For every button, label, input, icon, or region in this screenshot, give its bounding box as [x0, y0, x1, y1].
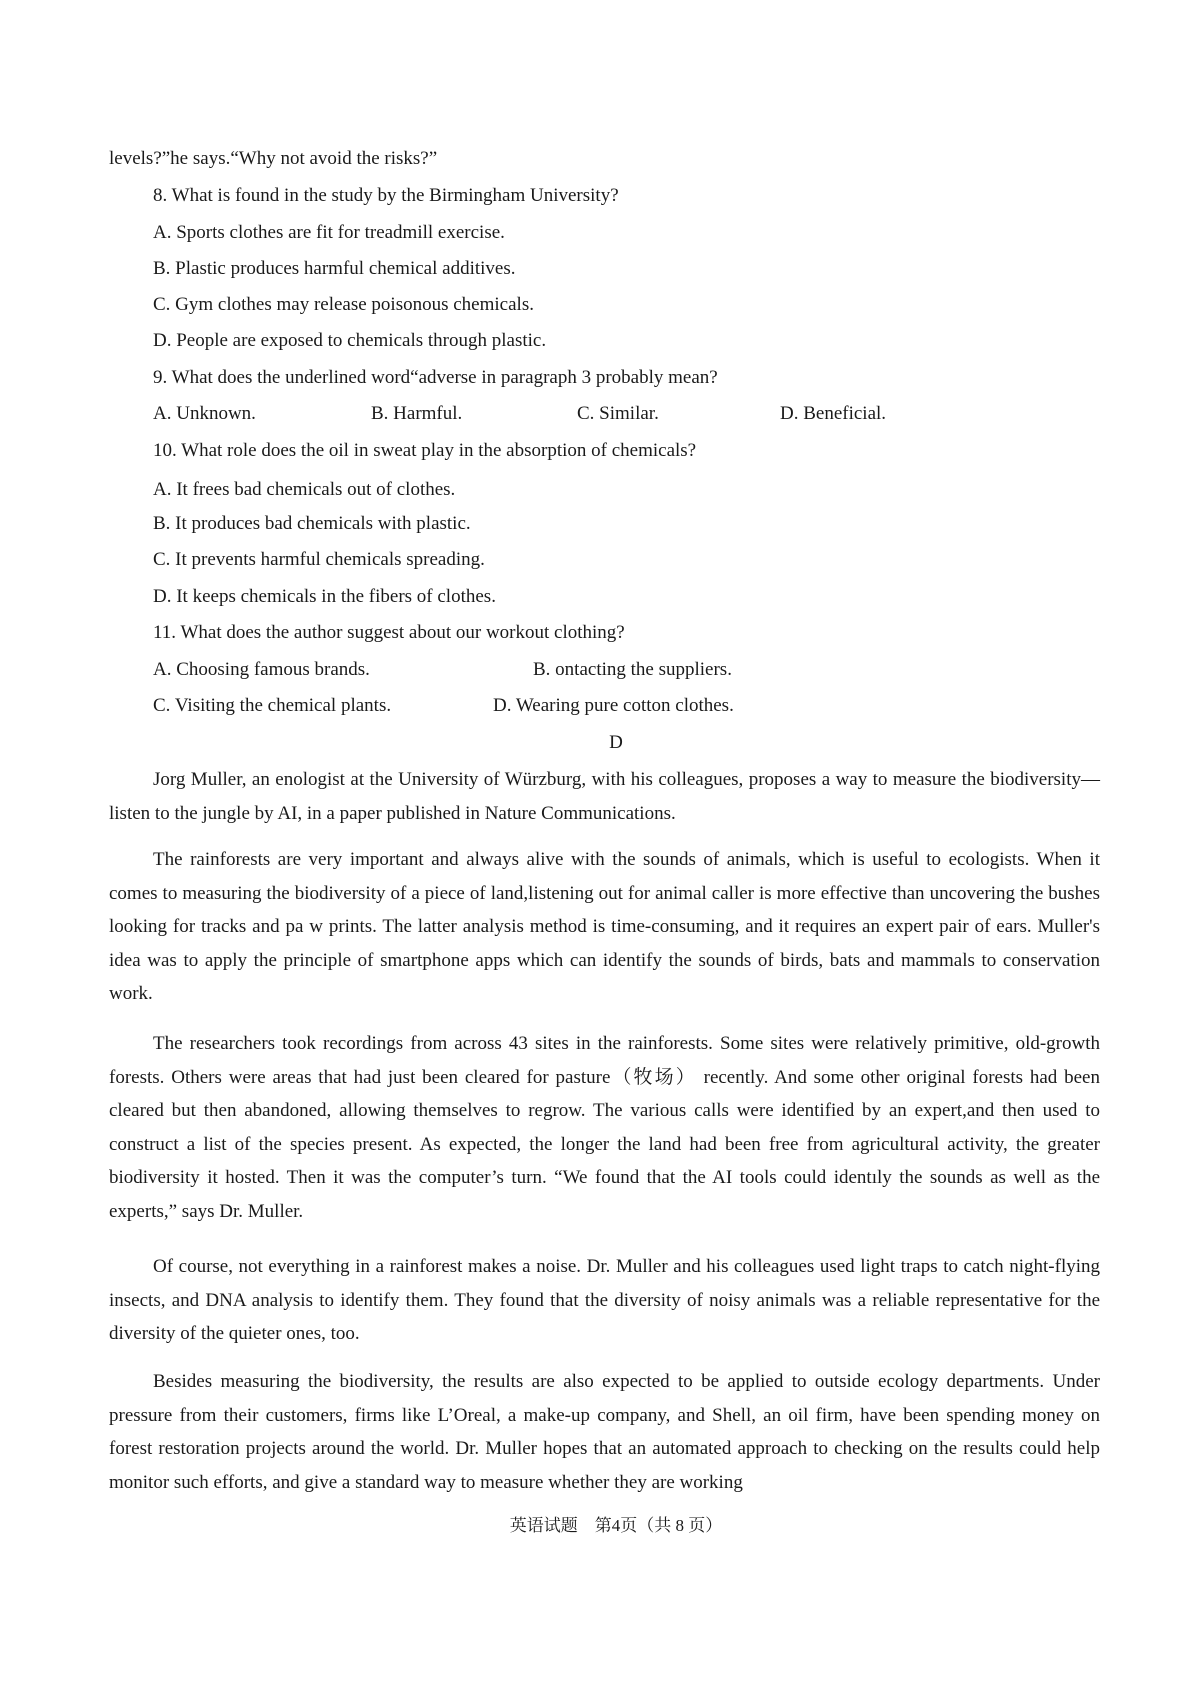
question-9-option-d: D. Beneficial.: [780, 403, 887, 424]
passage-paragraph-2: The rainforests are very important and always alive with the sounds of animals, which is useful to ecologists. When it comes to measuring the biodiversity of a piece of land,listening out for animal caller is more effective than uncovering the bushes looking for tracks and pa w prints. The latter analysis method is time-consuming, and it requires an expert pair of ears. Muller's idea was to apply the principle of smartphone apps which can identify the sounds of birds, bats and mammals to conservation work.: [109, 849, 1100, 1004]
question-11-option-b: B. ontacting the suppliers.: [533, 659, 732, 680]
question-8-option-c: C. Gym clothes may release poisonous chemicals.: [153, 294, 534, 315]
question-8-stem: 8. What is found in the study by the Birmingham University?: [153, 185, 619, 206]
question-9-stem: 9. What does the underlined word“adverse in paragraph 3 probably mean?: [153, 367, 718, 388]
question-8-option-b: B. Plastic produces harmful chemical additives.: [153, 258, 516, 279]
passage-paragraph-5: Besides measuring the biodiversity, the results are also expected to be applied to outside ecology departments. Under pressure from their customers, firms like L’Oreal, a make-up company, and Shell, an oil firm, have been spending money on forest restoration projects around the world. Dr. Muller hopes that an automated approach to checking on the results could help monitor such efforts, and give a standard way to measure whether they are working: [109, 1371, 1100, 1493]
question-10-option-c: C. It prevents harmful chemicals spreading.: [153, 549, 485, 570]
question-9-option-b: B. Harmful.: [371, 403, 463, 424]
question-11-option-d: D. Wearing pure cotton clothes.: [493, 695, 734, 716]
question-8-option-d: D. People are exposed to chemicals through plastic.: [153, 330, 547, 351]
question-11-option-a: A. Choosing famous brands.: [153, 659, 370, 680]
question-10-stem: 10. What role does the oil in sweat play in the absorption of chemicals?: [153, 440, 697, 461]
question-10-option-d: D. It keeps chemicals in the fibers of clothes.: [153, 586, 496, 607]
question-9-option-a: A. Unknown.: [153, 403, 256, 424]
question-11-stem: 11. What does the author suggest about our workout clothing?: [153, 622, 625, 643]
prev-passage-tail: levels?”he says.“Why not avoid the risks?”: [109, 148, 438, 169]
page-footer: [0, 1515, 1200, 1537]
question-9-option-c: C. Similar.: [577, 403, 659, 424]
passage-paragraph-4: Of course, not everything in a rainforest makes a noise. Dr. Muller and his colleagues used light traps to catch night-flying insects, and DNA analysis to identify them. They found that the diversity of noisy animals was a reliable representative for the diversity of the quieter ones, too.: [109, 1256, 1100, 1344]
passage-paragraph-3: The researchers took recordings from across 43 sites in the rainforests. Some sites were relatively primitive, old-growth forests. Others were areas that had just been cleared for pasture（牧场） recently. And some other original forests had been cleared but then abandoned, allowing themselves to regrow. The various calls were identified by an expert,and then used to construct a list of the species present. As expected, the longer the land had been free from agricultural activity, the greater biodiversity it hosted. Then it was the computer’s turn. “We found that the AI tools could identıly the sounds as well as the experts,” says Dr. Muller.: [109, 1033, 1100, 1222]
question-10-option-b: B. It produces bad chemicals with plastic.: [153, 513, 471, 534]
footer-page-info: 第4页（共 8 页）: [594, 1516, 723, 1535]
question-8-option-a: A. Sports clothes are fit for treadmill exercise.: [153, 222, 505, 243]
footer-subject: 英语试题: [509, 1516, 578, 1535]
question-10-option-a: A. It frees bad chemicals out of clothes.: [153, 479, 456, 500]
question-11-option-c: C. Visiting the chemical plants.: [153, 695, 392, 716]
section-d-heading: D: [609, 732, 623, 753]
passage-paragraph-1: Jorg Muller, an enologist at the University of Würzburg, with his colleagues, proposes a way to measure the biodiversity—listen to the jungle by AI, in a paper published in Nature Communications.: [109, 769, 1100, 824]
